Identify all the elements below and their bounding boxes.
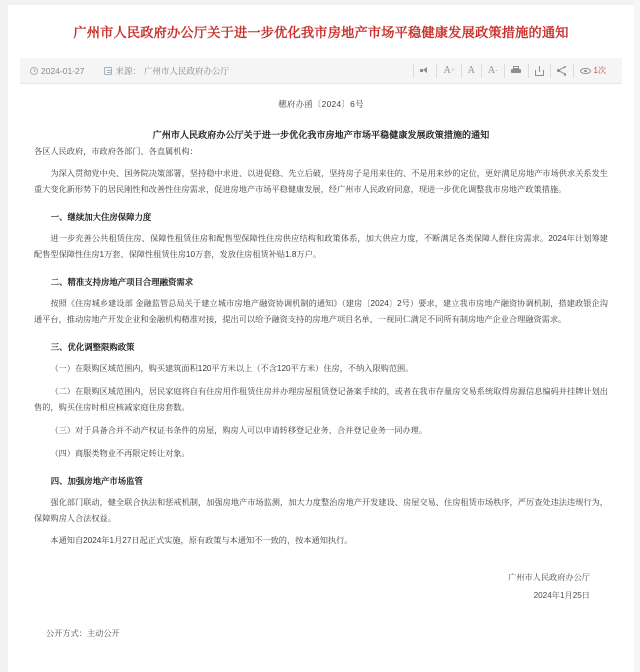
section-heading-3: 三、优化调整限购政策 — [50, 342, 135, 353]
section-3-item-4: （四）商服类物业不再限定转让对象。 — [50, 449, 190, 459]
view-count: 1次 — [593, 66, 606, 76]
closing-paragraph: 本通知自2024年1月27日起正式实施，原有政策与本通知不一致的，按本通知执行。 — [50, 536, 353, 546]
font-increase-sup: + — [451, 67, 455, 74]
signer-name: 广州市人民政府办公厅 — [508, 573, 590, 583]
article-toolbar — [413, 64, 612, 78]
source-group — [104, 65, 229, 77]
speaker-icon[interactable] — [413, 64, 436, 78]
export-icon[interactable] — [528, 64, 550, 78]
section-3-item-2: （二）在限购区域范围内，居民家庭将自有住房用作租赁住房并办理房屋租赁登记备案手续的，或者在我市存量房交易系统取得房源信息编码并挂牌计划出售的，购买住房时相应核减家庭住房套数。 — [34, 387, 608, 413]
document-content — [8, 5, 634, 672]
document-inner-title: 广州市人民政府办公厅关于进一步优化我市房地产市场平稳健康发展政策措施的通知 — [152, 129, 490, 140]
view-count-group — [573, 64, 612, 78]
clock-icon — [30, 67, 38, 75]
publish-date: 2024-01-27 — [41, 65, 85, 76]
document-body — [34, 96, 608, 642]
eye-icon — [580, 67, 591, 75]
font-decrease-sup: - — [495, 67, 498, 74]
section-2-paragraph-1: 按照《住房城乡建设部 金融监管总局关于建立城市房地产融资协调机制的通知》（建房〔2024〕2号）要求，建立我市房地产融资协调机制，搭建政银企沟通平台，推动房地产开发企业和金融机构精准对接，提出可以给予融资支持的房地产项目名单，一视同仁满足不同所有制房地产企业合理融资需求。 — [34, 299, 608, 325]
font-increase-label: A — [443, 65, 451, 77]
section-heading-2: 二、精准支持房地产项目合理融资需求 — [50, 277, 194, 288]
preamble-paragraph: 为深入贯彻党中央、国务院决策部署，坚持稳中求进、以进促稳、先立后破，坚持房子是用来住的、不是用来炒的定位，更好满足房地产市场供求关系发生重大变化新形势下的居民刚性和改善性住房需求，促进房地产市场平稳健康发展，经广州市人民政府同意，现进一步优化调整我市房地产政策措施。 — [34, 169, 608, 195]
section-3-item-1: （一）在限购区域范围内，购买建筑面积120平方米以上（不含120平方米）住房，不纳入限购范围。 — [50, 364, 414, 374]
document-number: 穗府办函〔2024〕6号 — [278, 99, 364, 110]
font-decrease-label: A — [487, 65, 496, 77]
page-right-gutter — [634, 0, 640, 672]
disclosure-note: 公开方式：主动公开 — [46, 628, 120, 638]
font-normal-icon[interactable] — [461, 64, 481, 78]
section-4-paragraph-1: 强化部门联动，健全联合执法和惩戒机制，加强房地产市场监测，加大力度整治房地产开发建设、房屋交易、住房租赁市场秩序，严厉查处违法违规行为，保障购房人合法权益。 — [34, 498, 608, 524]
salutation: 各区人民政府，市政府各部门、各直属机构： — [34, 147, 198, 157]
publish-date-group — [30, 66, 84, 76]
article-meta-bar — [20, 58, 622, 84]
section-1-paragraph-1: 进一步充善公共租赁住房、保障性租赁住房和配售型保障性住房供应结构和政策体系，加大供应力度，不断满足各类保障人群住房需求。2024年计划筹建配售型保障性住房1万套、保障性租赁住房10万套，发放住房租赁补贴1.8万户。 — [34, 234, 608, 260]
print-icon[interactable] — [504, 64, 528, 78]
page-title: 广州市人民政府办公厅关于进一步优化我市房地产市场平稳健康发展政策措施的通知 — [73, 25, 569, 40]
share-icon[interactable] — [550, 64, 573, 78]
section-3-item-3: （三）对于具备合并不动产权证书条件的房屋，购房人可以申请转移登记业务、合并登记业务一同办理。 — [50, 426, 428, 436]
section-heading-4: 四、加强房地产市场监管 — [50, 476, 143, 487]
document-icon — [104, 67, 112, 75]
source-label: 来源： — [115, 65, 141, 76]
signature-block — [34, 569, 608, 603]
section-heading-1: 一、继续加大住房保障力度 — [50, 212, 152, 223]
source-value: 广州市人民政府办公厅 — [144, 65, 230, 76]
meta-left-group — [30, 65, 229, 77]
font-increase-icon[interactable] — [436, 64, 460, 78]
signature-date: 2024年1月25日 — [533, 590, 590, 600]
font-normal-label: A — [467, 65, 475, 77]
font-decrease-icon[interactable] — [481, 64, 504, 78]
page-left-gutter — [0, 0, 8, 672]
